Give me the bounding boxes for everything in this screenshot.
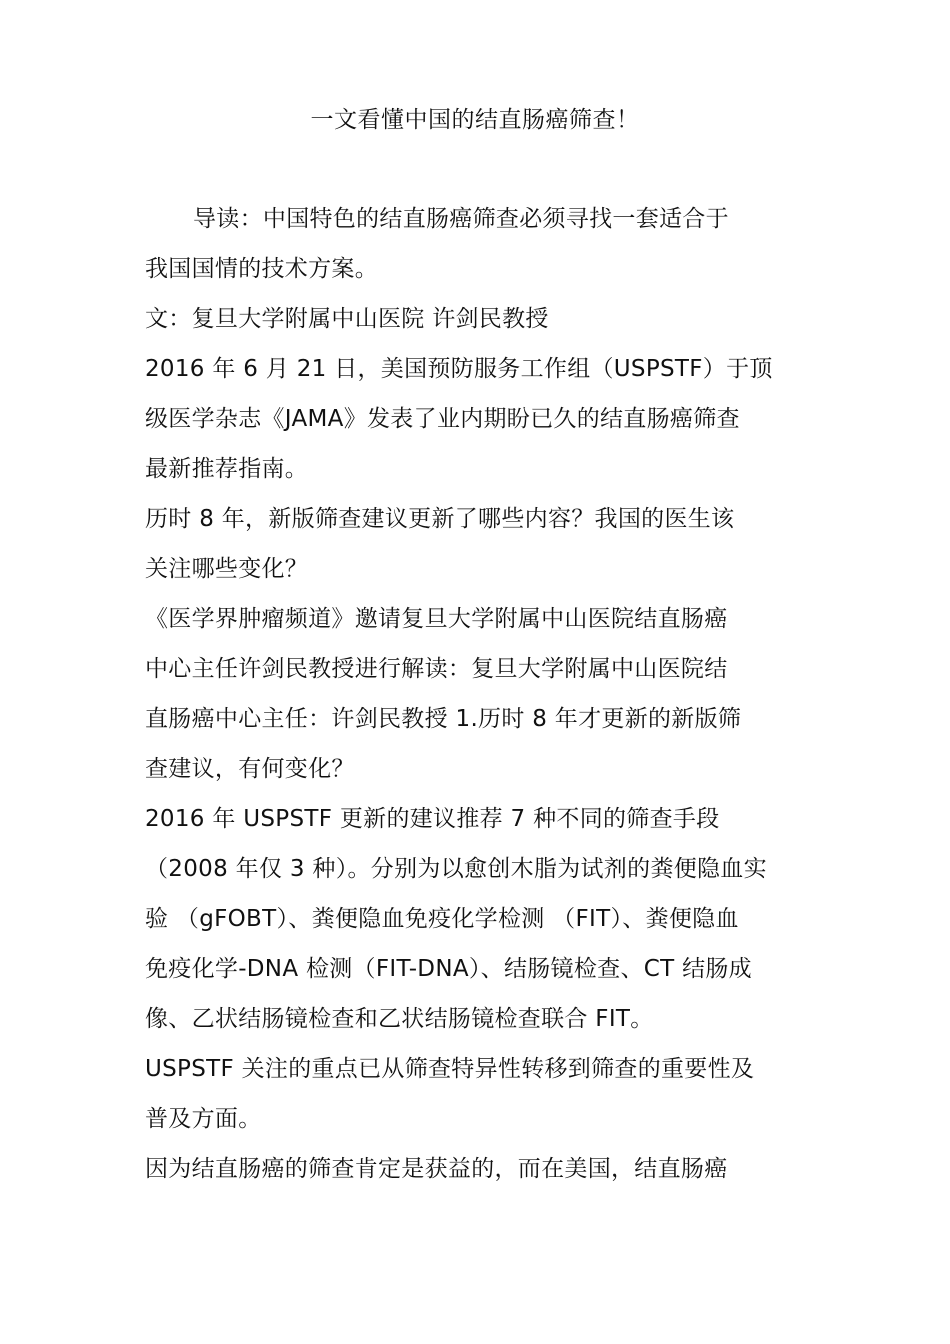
- text-line: 2016 年 USPSTF 更新的建议推荐 7 种不同的筛查手段: [145, 806, 720, 832]
- text-line: 历时 8 年，新版筛查建议更新了哪些内容？我国的医生该: [145, 506, 735, 532]
- text-line: 像、乙状结肠镜检查和乙状结肠镜检查联合 FIT。: [145, 1006, 654, 1032]
- text-line: 文：复旦大学附属中山医院 许剑民教授: [145, 306, 549, 332]
- text-line: 我国国情的技术方案。: [145, 256, 378, 282]
- text-line: 2016 年 6 月 21 日，美国预防服务工作组（USPSTF）于顶: [145, 356, 773, 382]
- text-line: 关注哪些变化？: [145, 556, 309, 582]
- text-line: 直肠癌中心主任：许剑民教授 1.历时 8 年才更新的新版筛: [145, 706, 742, 732]
- text-line: 免疫化学-DNA 检测（FIT-DNA）、结肠镜检查、CT 结肠成: [145, 956, 752, 982]
- text-line: 普及方面。: [145, 1106, 262, 1132]
- text-line: USPSTF 关注的重点已从筛查特异性转移到筛查的重要性及: [145, 1056, 755, 1082]
- text-line: 最新推荐指南。: [145, 456, 309, 482]
- document-title: 一文看懂中国的结直肠癌筛查！: [310, 107, 640, 133]
- text-line: 导读：中国特色的结直肠癌筛查必须寻找一套适合于: [193, 206, 729, 232]
- text-line: 因为结直肠癌的筛查肯定是获益的，而在美国，结直肠癌: [145, 1156, 728, 1182]
- document-body: [145, 200, 815, 1200]
- text-line: （2008 年仅 3 种）。分别为以愈创木脂为试剂的粪便隐血实: [145, 856, 767, 882]
- text-line: 验 （gFOBT）、粪便隐血免疫化学检测 （FIT）、粪便隐血: [145, 906, 739, 932]
- text-line: 级医学杂志《JAMA》发表了业内期盼已久的结直肠癌筛查: [145, 406, 740, 432]
- text-line: 查建议，有何变化？: [145, 756, 355, 782]
- text-line: 中心主任许剑民教授进行解读：复旦大学附属中山医院结: [145, 656, 728, 682]
- text-line: 《医学界肿瘤频道》邀请复旦大学附属中山医院结直肠癌: [145, 606, 728, 632]
